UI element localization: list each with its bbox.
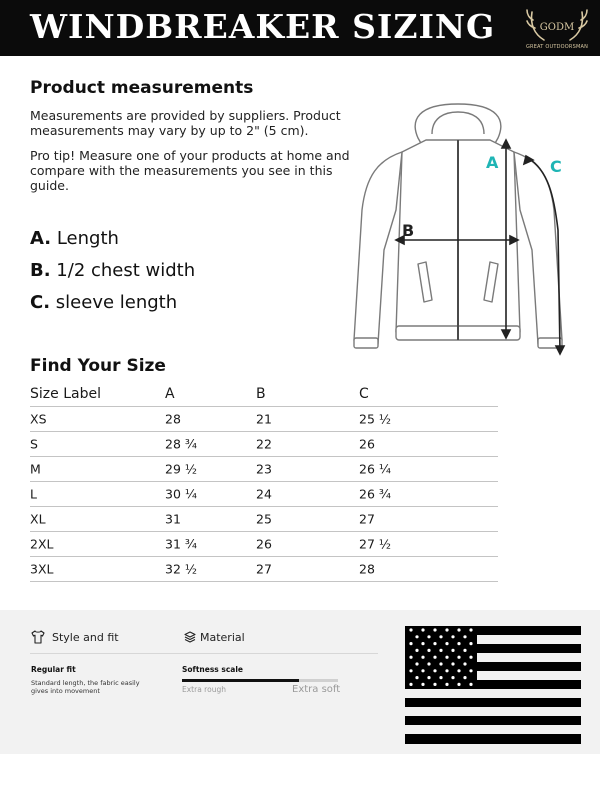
column-header: A [165, 385, 175, 402]
style-fit-label: Style and fit [52, 631, 119, 644]
flag-star [451, 649, 454, 652]
flag-star [421, 669, 424, 672]
flag-star [439, 635, 442, 638]
flag-star [469, 669, 472, 672]
flag-star [457, 642, 460, 645]
flag-star [433, 669, 436, 672]
sleeve-cell: 25 ½ [359, 411, 391, 427]
flag-star [463, 649, 466, 652]
size-table [30, 381, 498, 582]
logo-subtitle: GREAT OUTDOORSMAN [525, 44, 589, 50]
flag-star [421, 628, 424, 631]
flag-star [409, 669, 412, 672]
chest-cell: 21 [256, 411, 272, 427]
size-label-cell: L [30, 486, 37, 502]
antlers-logo-icon [524, 4, 590, 44]
flag-star [409, 656, 412, 659]
logo-text: GODM [539, 22, 575, 33]
sleeve-cell: 26 [359, 436, 375, 452]
size-label-cell: 2XL [30, 536, 54, 552]
flag-star [463, 676, 466, 679]
chest-cell: 24 [256, 486, 272, 502]
sleeve-cell: 28 [359, 561, 375, 577]
table-row [30, 482, 498, 507]
flag-star [445, 669, 448, 672]
size-label-cell: M [30, 461, 41, 477]
chest-cell: 25 [256, 511, 272, 527]
flag-star [433, 683, 436, 686]
flag-star [445, 683, 448, 686]
flag-star [457, 669, 460, 672]
flag-star [451, 635, 454, 638]
flag-star [415, 649, 418, 652]
sleeve-cell: 27 ½ [359, 536, 391, 552]
flag-star [427, 635, 430, 638]
sleeve-cell: 26 ¾ [359, 486, 391, 502]
fit-description: Standard length, the fabric easily gives into movement [31, 679, 140, 695]
length-cell: 30 ¼ [165, 486, 197, 502]
material-label: Material [200, 631, 245, 644]
flag-star [439, 649, 442, 652]
length-cell: 31 ¾ [165, 536, 197, 552]
flag-star [457, 656, 460, 659]
length-cell: 31 [165, 511, 181, 527]
table-header-row [30, 381, 498, 407]
chest-cell: 23 [256, 461, 272, 477]
flag-star [457, 683, 460, 686]
table-row [30, 407, 498, 432]
flag-star [463, 662, 466, 665]
table-row [30, 457, 498, 482]
flag-star [415, 635, 418, 638]
layers-icon [183, 630, 197, 644]
legend-label: sleeve length [55, 292, 178, 313]
fit-title: Regular fit [31, 665, 76, 674]
size-label-cell: XL [30, 511, 46, 527]
legend-length [30, 228, 119, 249]
flag-star [439, 662, 442, 665]
legend-label: 1/2 chest width [56, 260, 196, 281]
flag-star [469, 642, 472, 645]
measurements-heading: Product measurements [30, 78, 254, 98]
chest-cell: 26 [256, 536, 272, 552]
length-cell: 32 ½ [165, 561, 197, 577]
flag-star [427, 662, 430, 665]
legend-sleeve-length [30, 292, 177, 313]
size-label-cell: XS [30, 411, 47, 427]
flag-star [439, 676, 442, 679]
flag-star [409, 642, 412, 645]
table-row [30, 532, 498, 557]
softness-title: Softness scale [182, 665, 243, 674]
tshirt-icon [31, 630, 45, 644]
divider [30, 653, 378, 654]
page-title: WINDBREAKER SIZING [30, 7, 496, 46]
flag-star [433, 656, 436, 659]
flag-star [445, 656, 448, 659]
column-header: Size Label [30, 385, 101, 402]
flag-star [445, 642, 448, 645]
flag-star [469, 656, 472, 659]
jacket-diagram [340, 100, 580, 365]
length-cell: 29 ½ [165, 461, 197, 477]
size-heading: Find Your Size [30, 356, 166, 376]
flag-star [433, 642, 436, 645]
flag-star [421, 656, 424, 659]
measurements-note: Measurements are provided by suppliers. Product measurements may vary by up to 2" (5 cm). [30, 108, 341, 138]
legend-label: Length [56, 228, 119, 249]
flag-star [457, 628, 460, 631]
table-row [30, 507, 498, 532]
flag-star [427, 676, 430, 679]
flag-star [415, 662, 418, 665]
length-cell: 28 [165, 411, 181, 427]
flag-star [433, 628, 436, 631]
details-section [0, 610, 600, 754]
length-cell: 28 ¾ [165, 436, 197, 452]
chest-cell: 27 [256, 561, 272, 577]
label-a: A [486, 153, 499, 172]
column-header: C [359, 385, 369, 402]
size-label-cell: 3XL [30, 561, 54, 577]
table-row [30, 432, 498, 457]
flag-star [427, 649, 430, 652]
right-sleeve [514, 152, 562, 344]
table-row [30, 557, 498, 582]
flag-star [469, 628, 472, 631]
brand-logo [524, 4, 590, 52]
pro-tip: Pro tip! Measure one of your products at home and compare with the measurements you see in this guide. [30, 148, 350, 193]
left-sleeve [354, 152, 402, 344]
flag-star [469, 683, 472, 686]
flag-star [451, 662, 454, 665]
flag-star [409, 683, 412, 686]
sleeve-cell: 27 [359, 511, 375, 527]
legend-letter: A. [30, 228, 52, 249]
flag-star [415, 676, 418, 679]
legend-letter: B. [30, 260, 51, 281]
american-flag-icon [405, 626, 581, 744]
page-header [0, 0, 600, 56]
legend-chest-width [30, 260, 195, 281]
flag-star [451, 676, 454, 679]
flag-star [445, 628, 448, 631]
chest-cell: 22 [256, 436, 272, 452]
flag-star [421, 683, 424, 686]
sleeve-cell: 26 ¼ [359, 461, 391, 477]
column-header: B [256, 385, 266, 402]
softness-scale [182, 679, 338, 682]
softness-scale-fill [182, 679, 299, 682]
label-c: C [550, 157, 562, 176]
softness-low-label: Extra rough [182, 685, 226, 694]
flag-star [463, 635, 466, 638]
flag-star [409, 628, 412, 631]
legend-letter: C. [30, 292, 51, 313]
flag-star [421, 642, 424, 645]
label-b: B [402, 221, 415, 240]
softness-high-label: Extra soft [292, 684, 341, 695]
size-label-cell: S [30, 436, 38, 452]
